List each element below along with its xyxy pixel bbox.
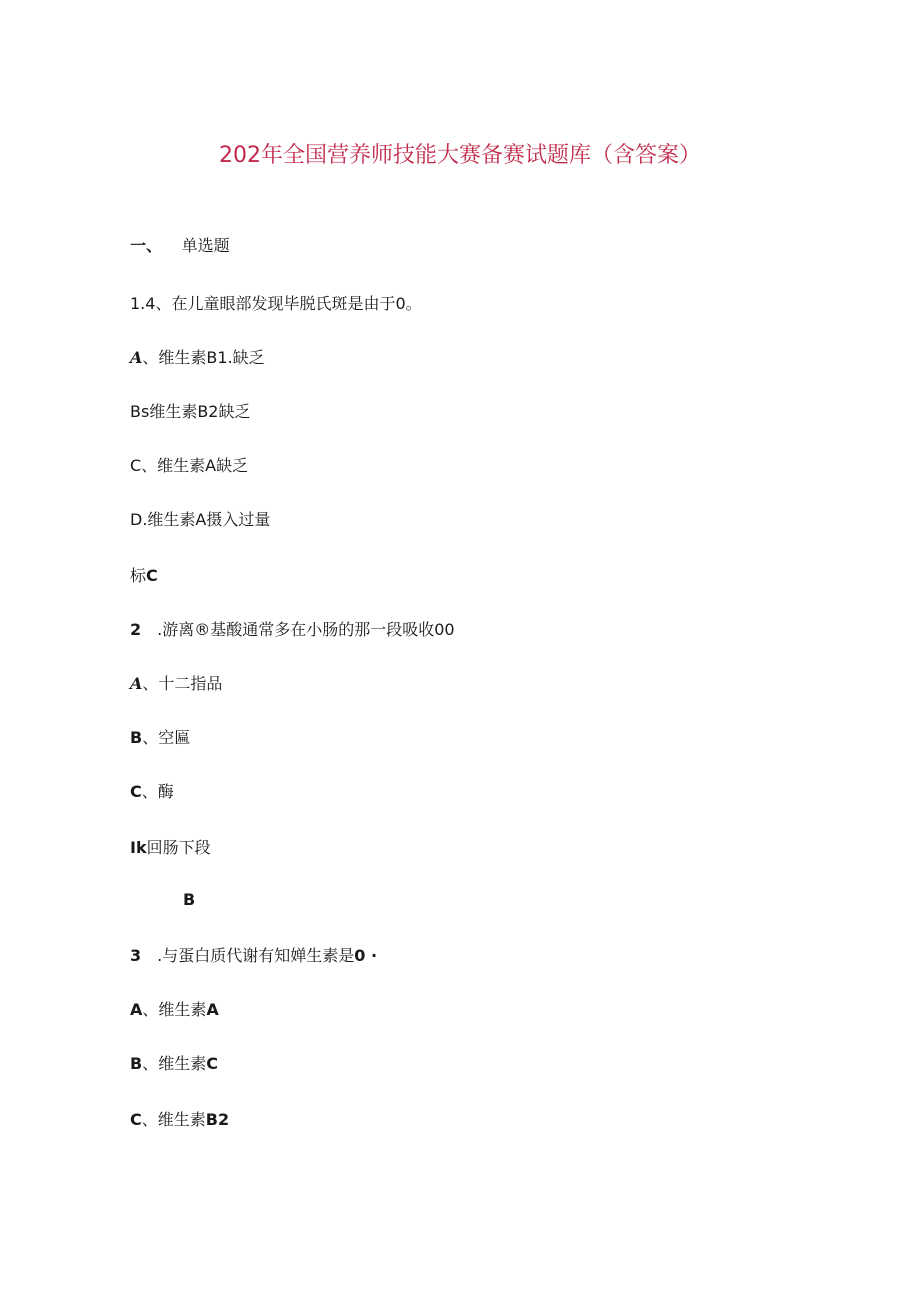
question-3-tail: 0 · (354, 946, 378, 965)
question-1-option-a (130, 348, 265, 368)
question-3-option-c (130, 1110, 229, 1130)
option-c-suffix: B2 (205, 1110, 230, 1129)
question-1-option-b: Bs维生素B2缺乏 (130, 402, 251, 421)
question-2-answer: B (183, 890, 196, 909)
answer-prefix: 标 (130, 566, 147, 585)
option-b-letter: B (130, 1054, 143, 1073)
question-1-answer (130, 566, 158, 586)
option-a-letter: A (130, 1000, 143, 1019)
answer-value: C (146, 566, 158, 585)
section-heading (130, 236, 230, 256)
option-c-text: 、维生素 (141, 1110, 206, 1129)
question-2-option-b (130, 728, 190, 748)
question-1-stem: 1.4、在儿童眼部发现毕脱氏斑是由于0。 (130, 294, 422, 313)
question-2-option-a (130, 674, 222, 694)
question-2-text: .游离®基酸通常多在小肠的那一段吸收00 (157, 620, 455, 639)
option-b-text: 、维生素 (142, 1054, 207, 1073)
option-c-text: 、酶 (141, 782, 174, 801)
question-2-stem (130, 620, 455, 640)
option-b-letter: B (130, 728, 143, 747)
option-a-text: 、维生素 (142, 1000, 207, 1019)
option-c-letter: C (130, 782, 142, 801)
question-3-stem (130, 946, 377, 966)
section-number: 一、 (130, 236, 163, 255)
option-d-letter: Ik (130, 838, 147, 857)
question-1-option-c: C、维生素A缺乏 (130, 456, 249, 475)
option-a-text: 、维生素B1.缺乏 (142, 348, 265, 367)
question-3-option-b (130, 1054, 218, 1074)
option-a-letter: A (130, 348, 143, 367)
section-label: 单选题 (181, 236, 230, 255)
option-a-letter: A (130, 674, 143, 693)
option-d-text: 回肠下段 (146, 838, 211, 857)
question-3-option-a (130, 1000, 219, 1020)
option-a-suffix: A (206, 1000, 219, 1019)
option-b-suffix: C (206, 1054, 218, 1073)
question-2-option-c (130, 782, 174, 802)
question-3-text: .与蛋白质代谢有知婵生素是 (157, 946, 355, 965)
question-1-option-d: D.维生素A摄入过量 (130, 510, 271, 529)
option-a-text: 、十二指品 (142, 674, 223, 693)
question-2-option-d (130, 838, 211, 858)
document-title: 202年全国营养师技能大赛备赛试题库（含答案） (219, 143, 701, 168)
question-2-number: 2 (130, 620, 142, 639)
option-b-text: 、空匾 (142, 728, 191, 747)
option-c-letter: C (130, 1110, 142, 1129)
question-3-number: 3 (130, 946, 142, 965)
